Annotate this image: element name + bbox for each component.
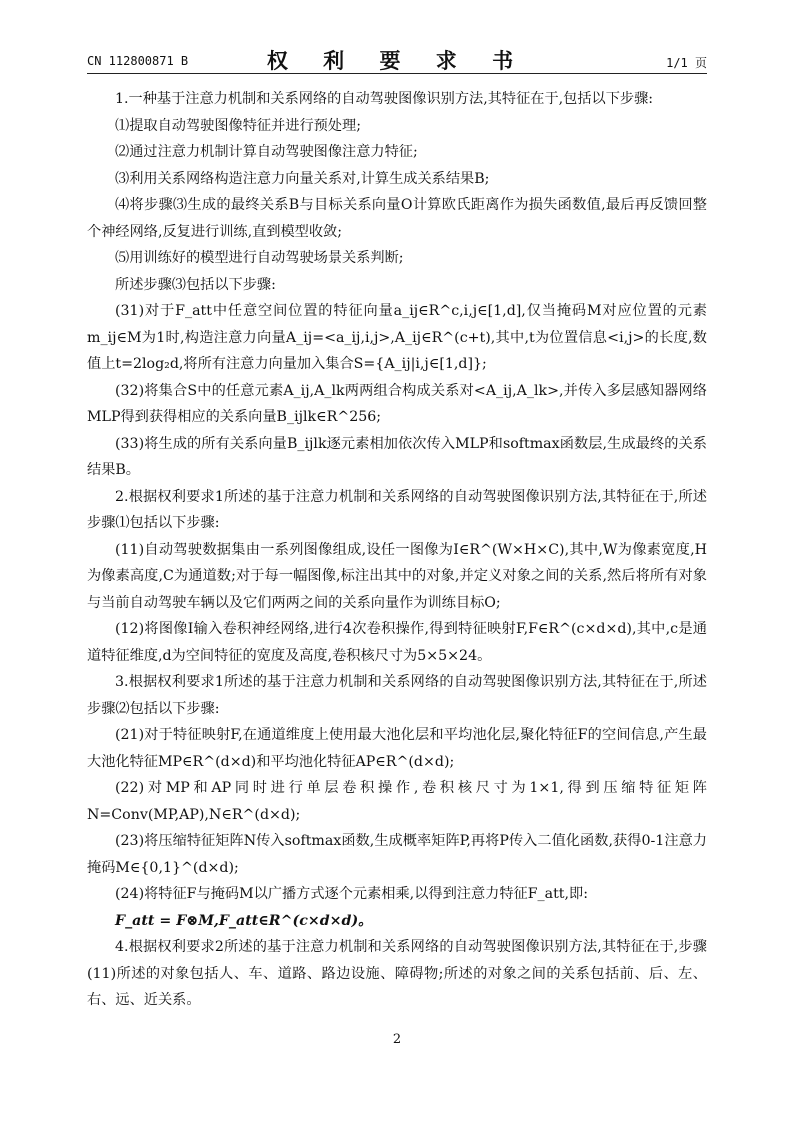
claims-body	[87, 86, 707, 1014]
claim-1-step-5: ⑸用训练好的模型进行自动驾驶场景关系判断;	[115, 250, 404, 266]
claim-3: 3.根据权利要求1所述的基于注意力机制和关系网络的自动驾驶图像识别方法,其特征在于,所述步骤⑵包括以下步骤:	[87, 674, 707, 717]
claim-2: 2.根据权利要求1所述的基于注意力机制和关系网络的自动驾驶图像识别方法,其特征在于,所述步骤⑴包括以下步骤:	[87, 488, 707, 531]
claim-1-step-3: ⑶利用关系网络构造注意力向量关系对,计算生成关系结果B;	[115, 170, 490, 187]
step-32: (32)将集合S中的任意元素A_ij,A_lk两两组合构成关系对<A_ij,A_lk>,并传入多层感知器网络MLP得到获得相应的关系向量B_ijlk∈R^256;	[87, 382, 707, 425]
claim-4: 4.根据权利要求2所述的基于注意力机制和关系网络的自动驾驶图像识别方法,其特征在于,步骤(11)所述的对象包括人、车、道路、路边设施、障碍物;所述的对象之间的关系包括前、后、左、右、远、近关系。	[87, 939, 707, 1008]
claim-1-step-2: ⑵通过注意力机制计算自动驾驶图像注意力特征;	[115, 144, 418, 160]
claim-1-step-4: ⑷将步骤⑶生成的最终关系B与目标关系向量O计算欧氏距离作为损失函数值,最后再反馈回整个神经网络,反复进行训练,直到模型收敛;	[87, 197, 707, 240]
claim-1-step-1: ⑴提取自动驾驶图像特征并进行预处理;	[115, 117, 361, 134]
page-number: 2	[392, 1032, 402, 1047]
step-3-intro: 所述步骤⑶包括以下步骤:	[115, 276, 276, 293]
page-title: 权 利 要 求 书	[266, 48, 528, 73]
step-31: (31)对于F_att中任意空间位置的特征向量a_ij∈R^c,i,j∈[1,d],仅当掩码M对应位置的元素m_ij∈M为1时,构造注意力向量A_ij=<a_ij,i,j>,A_ij∈R^(c+t),其中,t为位置信息<i,j>的长度,数值上t=2log₂d,将所有注意力向量加入集合S={A_ij|i,j∈[1,d]};	[87, 303, 707, 372]
header-rule	[87, 73, 707, 74]
claim-1: 1.一种基于注意力机制和关系网络的自动驾驶图像识别方法,其特征在于,包括以下步骤:	[115, 91, 654, 107]
patent-number: CN 112800871 B	[87, 54, 189, 68]
attention-formula: F_att = F⊗M,F_att∈R^(c×d×d)。	[115, 912, 373, 929]
step-23: (23)将压缩特征矩阵N传入softmax函数,生成概率矩阵P,再将P传入二值化函数,获得0-1注意力掩码M∈{0,1}^(d×d);	[87, 833, 707, 876]
step-22: (22)对MP和AP同时进行单层卷积操作,卷积核尺寸为1×1,得到压缩特征矩阵N=Conv(MP,AP),N∈R^(d×d);	[87, 780, 707, 823]
step-11: (11)自动驾驶数据集由一系列图像组成,设任一图像为I∈R^(W×H×C),其中,W为像素宽度,H为像素高度,C为通道数;对于每一幅图像,标注出其中的对象,并定义对象之间的关系,然后将所有对象与当前自动驾驶车辆以及它们两两之间的关系向量作为训练目标O;	[87, 541, 707, 611]
step-33: (33)将生成的所有关系向量B_ijlk逐元素相加依次传入MLP和softmax函数层,生成最终的关系结果B。	[87, 435, 707, 478]
page-indicator: 1/1 页	[666, 56, 707, 70]
step-24: (24)将特征F与掩码M以广播方式逐个元素相乘,以得到注意力特征F_att,即:	[115, 886, 588, 902]
step-21: (21)对于特征映射F,在通道维度上使用最大池化层和平均池化层,聚化特征F的空间信息,产生最大池化特征MP∈R^(d×d)和平均池化特征AP∈R^(d×d);	[87, 727, 707, 770]
step-12: (12)将图像I输入卷积神经网络,进行4次卷积操作,得到特征映射F,F∈R^(c×d×d),其中,c是通道特征维度,d为空间特征的宽度及高度,卷积核尺寸为5×5×24。	[87, 621, 707, 664]
